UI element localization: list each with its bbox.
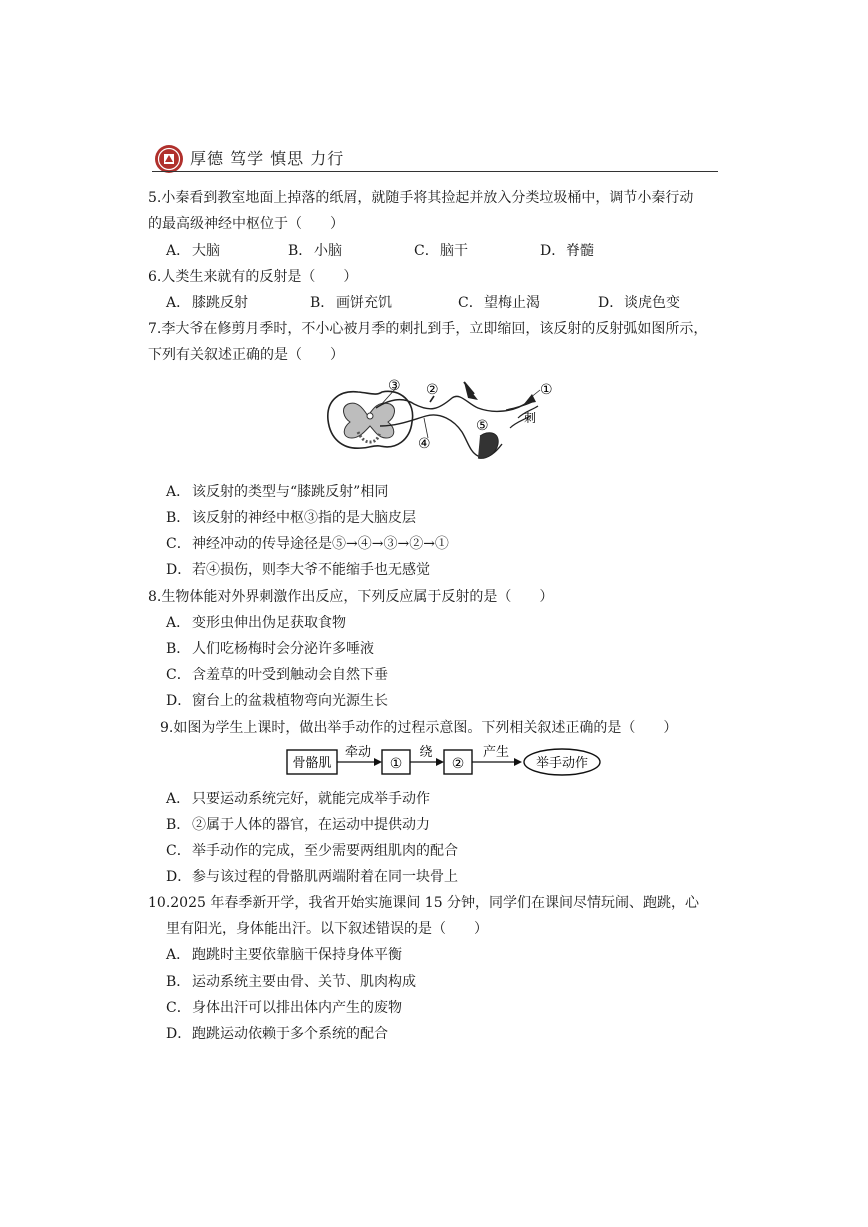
- q7-option-b: B． 该反射的神经中枢③指的是大脑皮层: [166, 510, 416, 526]
- q10-option-d: D．跑跳运动依赖于多个系统的配合: [166, 1026, 388, 1042]
- q8-option-b: B． 人们吃杨梅时会分泌许多唾液: [166, 641, 374, 657]
- q5-option-d: D．脊髓: [540, 243, 594, 259]
- label-n3: ③: [388, 378, 401, 394]
- q10-option-c: C．身体出汗可以排出体内产生的废物: [166, 1000, 402, 1016]
- q10-option-b: B． 运动系统主要由骨、关节、肌肉构成: [166, 974, 416, 990]
- q8-stem: 8.生物体能对外界刺激作出反应，下列反应属于反射的是（ ）: [148, 589, 554, 605]
- q7-option-a: A． 该反射的类型与“膝跳反射”相同: [166, 484, 389, 500]
- q6-option-b: B． 画饼充饥: [310, 295, 392, 311]
- flow-box-skeletal-muscle: 骨骼肌: [292, 756, 332, 771]
- q9-option-d: D．参与该过程的骨骼肌两端附着在同一块骨上: [166, 869, 458, 885]
- flow-box-2: ②: [451, 756, 465, 772]
- q7-stem-line1: 7.李大爷在修剪月季时，不小心被月季的刺扎到手，立即缩回，该反射的反射弧如图所示，: [148, 321, 708, 337]
- label-n5: ⑤: [476, 418, 489, 434]
- q7-stem-line2: 下列有关叙述正确的是（ ）: [148, 347, 344, 363]
- q10-stem-line1: 10.2025 年春季新开学，我省开始实施课间 15 分钟，同学们在课间尽情玩闹、跑跳，心: [148, 895, 700, 911]
- flow-arrow-label-around: 绕: [419, 745, 433, 760]
- q10-option-a: A． 跑跳时主要依靠脑干保持身体平衡: [166, 947, 402, 963]
- q6-option-a: A． 膝跳反射: [166, 295, 248, 311]
- q5-option-b: B． 小脑: [288, 243, 342, 259]
- q6-option-c: C．望梅止渴: [458, 295, 540, 311]
- flow-box-1: ①: [389, 756, 403, 772]
- q8-option-c: C．含羞草的叶受到触动会自然下垂: [166, 667, 388, 683]
- q10-stem-line2: 里有阳光，身体能出汗。以下叙述错误的是（ ）: [166, 921, 488, 937]
- q9-option-a: A． 只要运动系统完好，就能完成举手动作: [166, 791, 430, 807]
- flow-result-raise-hand: 举手动作: [535, 756, 589, 771]
- header-divider: [152, 171, 718, 172]
- school-motto: 厚德 笃学 慎思 力行: [190, 149, 345, 168]
- page-header: [152, 141, 718, 173]
- q8-option-d: D．窗台上的盆栽植物弯向光源生长: [166, 693, 388, 709]
- reflex-arc-diagram: [318, 372, 553, 468]
- q5-option-c: C．脑干: [414, 243, 468, 259]
- label-n4: ④: [418, 436, 431, 452]
- flow-arrow-label-produce: 产生: [482, 745, 510, 760]
- q6-stem: 6.人类生来就有的反射是（ ）: [148, 269, 358, 285]
- q9-stem: 9.如图为学生上课时，做出举手动作的过程示意图。下列相关叙述正确的是（ ）: [160, 720, 678, 736]
- q6-option-d: D．谈虎色变: [598, 295, 680, 311]
- q7-option-c: C．神经冲动的传导途径是⑤→④→③→②→①: [166, 536, 449, 552]
- q9-option-b: B． ②属于人体的器官，在运动中提供动力: [166, 817, 430, 833]
- q7-option-d: D．若④损伤，则李大爷不能缩手也无感觉: [166, 562, 430, 578]
- flow-arrow-label-pull: 牵动: [344, 745, 372, 760]
- q9-option-c: C．举手动作的完成，至少需要两组肌肉的配合: [166, 843, 458, 859]
- label-thorn: 刺: [524, 411, 537, 425]
- q8-option-a: A． 变形虫伸出伪足获取食物: [166, 615, 346, 631]
- q5-option-a: A． 大脑: [166, 243, 220, 259]
- school-logo-icon: [154, 144, 184, 174]
- label-n2: ②: [426, 382, 439, 398]
- q5-stem-line1: 5.小秦看到教室地面上掉落的纸屑，就随手将其捡起并放入分类垃圾桶中，调节小秦行动: [148, 190, 694, 206]
- q5-stem-line2: 的最高级神经中枢位于（ ）: [148, 216, 344, 232]
- raise-hand-flow-diagram: [286, 744, 602, 780]
- label-n1: ①: [540, 382, 553, 398]
